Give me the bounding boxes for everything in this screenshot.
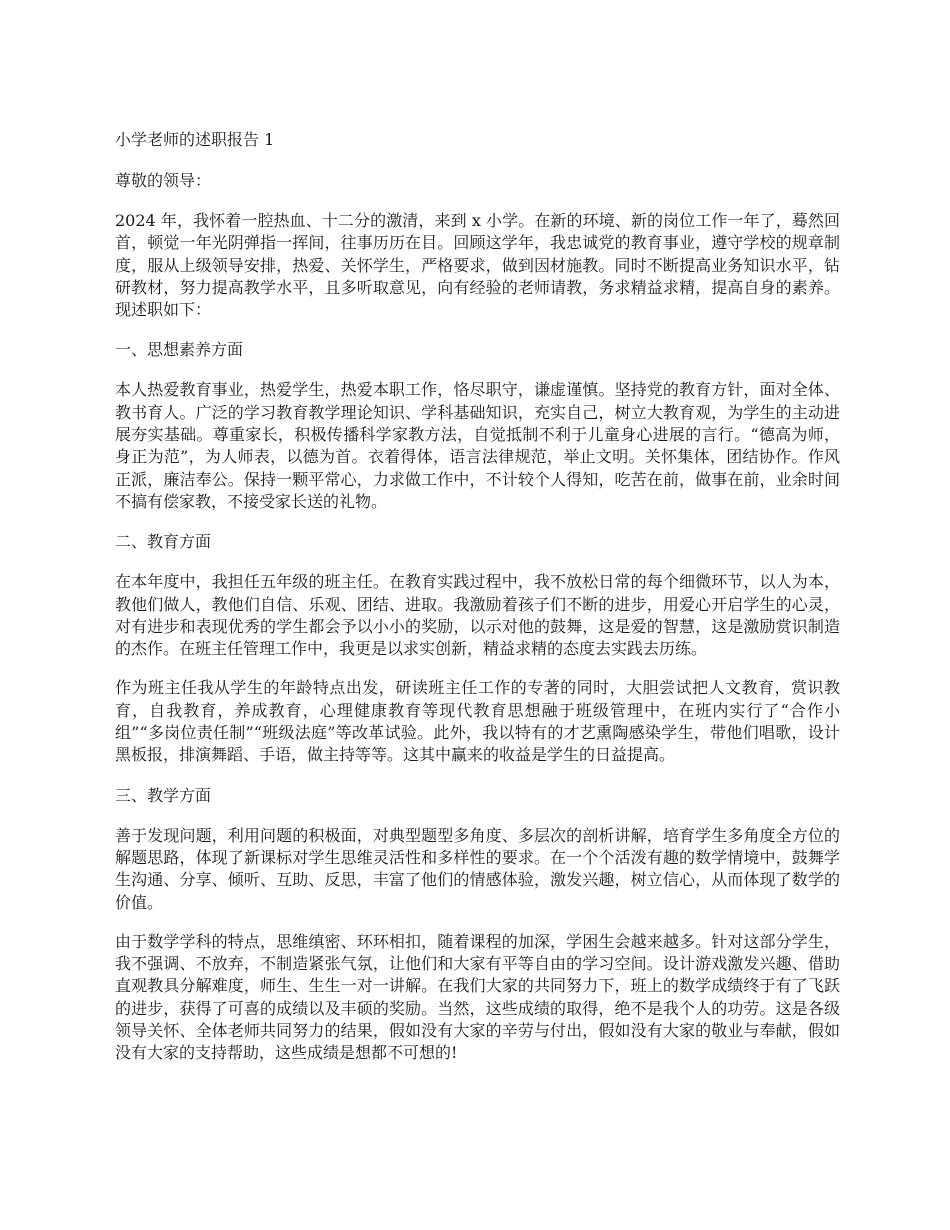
section-paragraph: 作为班主任我从学生的年龄特点出发，研读班主任工作的专著的同时，大胆尝试把人文教育，赏识教育，自我教育，养成教育，心理健康教育等现代教育思想融于班级管理中，在班内实行了“合作小组”“多岗位责任制”“班级法庭”等改革试验。此外，我以特有的才艺熏陶感染学生，带他们唱歌，设计黑板报，排演舞蹈、手语，做主持等等。这其中赢来的收益是学生的日益提高。 bbox=[115, 678, 840, 765]
document-title: 小学老师的述职报告 1 bbox=[115, 130, 275, 149]
intro-paragraph: 2024 年，我怀着一腔热血、十二分的激清，来到 x 小学。在新的环境、新的岗位工作一年了，蓦然回首，顿觉一年光阴弹指一挥间，往事历历在目。回顾这学年，我忠诚党的教育事业，遵守学校的规章制度，服从上级领导安排，热爱、关怀学生，严格要求，做到因材施教。同时不断提高业务知识水平，钻研教材，努力提高教学水平，且多听取意见，向有经验的老师请教，务求精益求精，提高自身的素养。现述职如下： bbox=[115, 211, 840, 320]
section-paragraph: 本人热爱教育事业，热爱学生，热爱本职工作，恪尽职守，谦虚谨慎。坚持党的教育方针，面对全体、教书育人。广泛的学习教育教学理论知识、学科基础知识，充实自己，树立大教育观，为学生的主动进展夯实基础。尊重家长，积极传播科学家教方法，自觉抵制不利于儿童身心进展的言行。“德高为师，身正为范”，为人师表，以德为首。衣着得体，语言法律规范，举止文明。关怀集体，团结协作。作风正派，廉洁奉公。保持一颗平常心，力求做工作中，不计较个人得知，吃苦在前，做事在前，业余时间不搞有偿家教，不接受家长送的礼物。 bbox=[115, 380, 840, 511]
section-paragraph: 善于发现问题，利用问题的积极面，对典型题型多角度、多层次的剖析讲解，培育学生多角度全方位的解题思路，体现了新课标对学生思维灵活性和多样性的要求。在一个个活泼有趣的数学情境中，鼓舞学生沟通、分享、倾听、互助、反思，丰富了他们的情感体验，激发兴趣，树立信心，从而体现了数学的价值。 bbox=[115, 825, 840, 912]
document-page bbox=[115, 128, 840, 1082]
salutation: 尊敬的领导： bbox=[115, 171, 212, 190]
section-paragraph: 在本年度中，我担任五年级的班主任。在教育实践过程中，我不放松日常的每个细微环节，以人为本，教他们做人，教他们自信、乐观、团结、进取。我激励着孩子们不断的进步，用爱心开启学生的心灵，对有进步和表现优秀的学生都会予以小小的奖励，以示对他的鼓舞，这是爱的智慧，这是激励赏识制造的杰作。在班主任管理工作中，我更是以求实创新，精益求精的态度去实践去历练。 bbox=[115, 572, 840, 659]
section-heading-teaching: 三、教学方面 bbox=[115, 785, 212, 805]
section-heading-ideology: 一、思想素养方面 bbox=[115, 340, 244, 360]
section-heading-education: 二、教育方面 bbox=[115, 532, 212, 552]
section-paragraph: 由于数学学科的特点，思维缜密、环环相扣，随着课程的加深，学困生会越来越多。针对这部分学生，我不强调、不放弃，不制造紧张气氛，让他们和大家有平等自由的学习空间。设计游戏激发兴趣、借助直观教具分解难度，师生、生生一对一讲解。在我们大家的共同努力下，班上的数学成绩终于有了飞跃的进步，获得了可喜的成绩以及丰硕的奖励。当然，这些成绩的取得，绝不是我个人的功劳。这是各级领导关怀、全体老师共同努力的结果，假如没有大家的辛劳与付出，假如没有大家的敬业与奉献，假如没有大家的支持帮助，这些成绩是想都不可想的! bbox=[115, 931, 840, 1063]
